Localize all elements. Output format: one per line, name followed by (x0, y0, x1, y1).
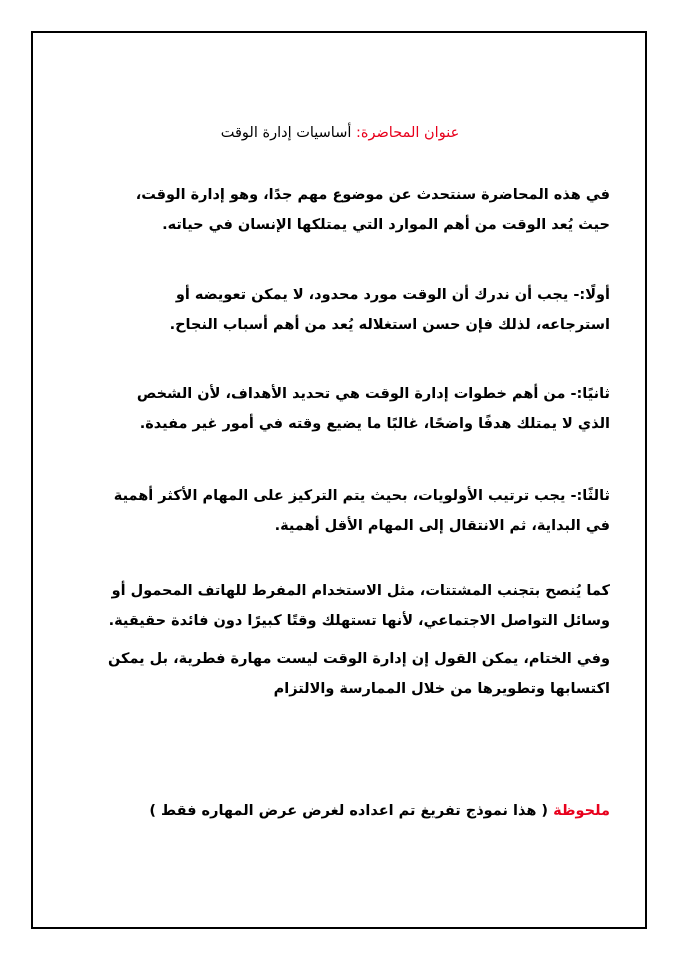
point-3-line-2: في البداية، ثم الانتقال إلى المهام الأقل أهمية. (274, 518, 610, 534)
point-1-paragraph (70, 280, 610, 340)
advice-paragraph (70, 576, 610, 636)
disclaimer-note (70, 800, 610, 822)
conclusion-line-2: اكتسابها وتطويرها من خلال الممارسة والالتزام (273, 681, 610, 697)
point-1-lead: أولًا:- (573, 287, 610, 303)
point-2-line-2: الذي لا يمتلك هدفًا واضحًا، غالبًا ما يضيع وقته في أمور غير مفيدة. (139, 416, 610, 432)
intro-paragraph (70, 180, 610, 240)
point-2-paragraph (70, 379, 610, 439)
point-1-text-1: يجب أن ندرك أن الوقت مورد محدود، لا يمكن تعويضه أو (175, 287, 574, 303)
note-label: ملحوظة (553, 803, 610, 819)
title-value: أساسيات إدارة الوقت (220, 125, 357, 141)
point-2-line-1 (70, 379, 610, 409)
intro-line-2: حيث يُعد الوقت من أهم الموارد التي يمتلكها الإنسان في حياته. (162, 217, 610, 233)
note-text: ( هذا نموذج تفريغ تم اعداده لغرض عرض المهاره فقط ) (149, 803, 554, 819)
point-3-line-1 (70, 481, 610, 511)
point-2-lead: ثانيًا:- (570, 386, 610, 402)
point-1-line-1 (70, 280, 610, 310)
point-3-lead: ثالثًا:- (570, 488, 610, 504)
advice-line-1: كما يُنصح بتجنب المشتتات، مثل الاستخدام المفرط للهاتف المحمول أو (111, 583, 610, 599)
conclusion-line-1: وفي الختام، يمكن القول إن إدارة الوقت ليست مهارة فطرية، بل يمكن (107, 651, 610, 667)
intro-line-1: في هذه المحاضرة سنتحدث عن موضوع مهم جدًا، وهو إدارة الوقت، (135, 187, 610, 203)
point-2-text-1: من أهم خطوات إدارة الوقت هي تحديد الأهداف، لأن الشخص (136, 386, 571, 402)
lecture-title (70, 122, 610, 144)
point-3-text-1: يجب ترتيب الأولويات، بحيث يتم التركيز على المهام الأكثر أهمية (113, 488, 571, 504)
advice-line-2: وسائل التواصل الاجتماعي، لأنها تستهلك وقتًا كبيرًا دون فائدة حقيقية. (108, 613, 610, 629)
title-label: عنوان المحاضرة: (356, 125, 460, 141)
conclusion-paragraph (70, 644, 610, 704)
page-border (31, 31, 647, 929)
point-3-paragraph (70, 481, 610, 541)
point-1-line-2: استرجاعه، لذلك فإن حسن استغلاله يُعد من أهم أسباب النجاح. (169, 317, 610, 333)
